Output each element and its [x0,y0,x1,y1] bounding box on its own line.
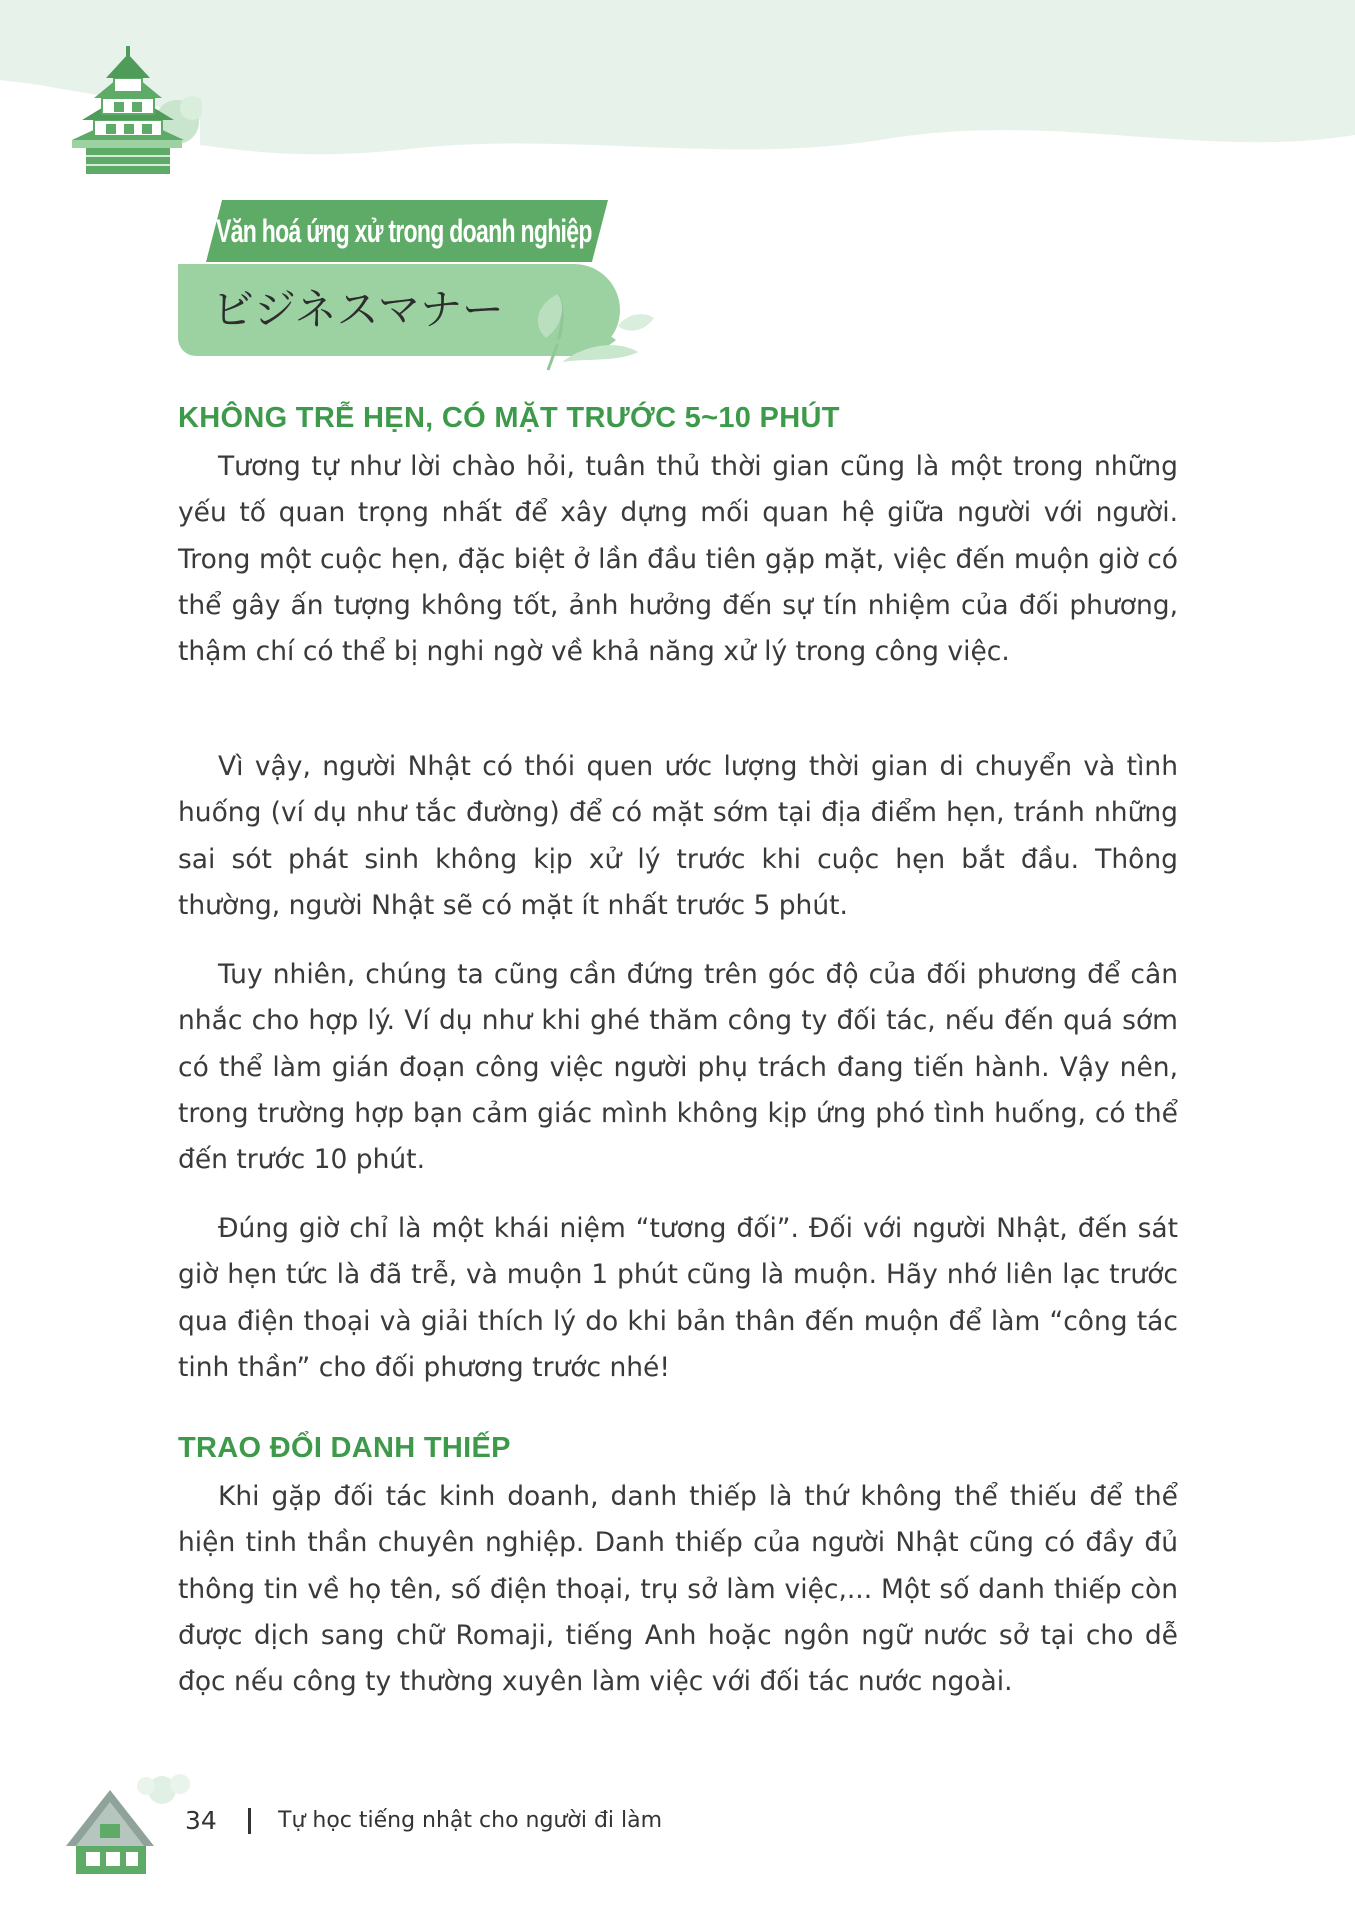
footer-book-title: Tự học tiếng nhật cho người đi làm [278,1808,663,1833]
footer-separator [248,1808,251,1834]
castle-icon [52,40,202,180]
paragraph: Đúng giờ chỉ là một khái niệm “tương đối”. Đối với người Nhật, đến sát giờ hẹn tức là đã trễ, và muộn 1 phút cũng là muộn. Hãy nhớ liên lạc trước qua điện thoại và giải thích lý do khi bản thân đến muộn để làm “công tác tinh thần” cho đối phương trước nhé! [178,1213,1178,1383]
page-number: 34 [185,1806,217,1835]
leaf-icon [528,282,658,374]
paragraph: Vì vậy, người Nhật có thói quen ước lượng thời gian di chuyển và tình huống (ví dụ như tắc đường) để có mặt sớm tại địa điểm hẹn, tránh những sai sót phát sinh không kịp xử lý trước khi cuộc hẹn bắt đầu. Thông thường, người Nhật sẽ có mặt ít nhất trước 5 phút. [178,751,1178,921]
section-heading-punctuality: KHÔNG TRỄ HẸN, CÓ MẶT TRƯỚC 5~10 PHÚT [178,402,840,434]
top-wave-decoration [0,0,1355,170]
paragraph: Tương tự như lời chào hỏi, tuân thủ thời gian cũng là một trong những yếu tố quan trọng nhất để xây dựng mối quan hệ giữa người với người. Trong một cuộc hẹn, đặc biệt ở lần đầu tiên gặp mặt, việc đến muộn giờ có thể gây ấn tượng không tốt, ảnh hưởng đến sự tín nhiệm của đối phương, thậm chí có thể bị nghi ngờ về khả năng xử lý trong công việc. [178,451,1178,668]
paragraph: Tuy nhiên, chúng ta cũng cần đứng trên góc độ của đối phương để cân nhắc cho hợp lý. Ví dụ như khi ghé thăm công ty đối tác, nếu đến quá sớm có thể làm gián đoạn công việc người phụ trách đang tiến hành. Vậy nên, trong trường hợp bạn cảm giác mình không kịp ứng phó tình huống, có thể đến trước 10 phút. [178,959,1178,1176]
paragraph: Khi gặp đối tác kinh doanh, danh thiếp là thứ không thể thiếu để thể hiện tinh thần chuyên nghiệp. Danh thiếp của người Nhật cũng có đầy đủ thông tin về họ tên, số điện thoại, trụ sở làm việc,... Một số danh thiếp còn được dịch sang chữ Romaji, tiếng Anh hoặc ngôn ngữ nước sở tại cho dễ đọc nếu công ty thường xuyên làm việc với đối tác nước ngoài. [178,1481,1178,1698]
section-heading-business-cards: TRAO ĐỔI DANH THIẾP [178,1432,511,1464]
section-title-japanese: ビジネスマナー [212,285,504,334]
section-title-vietnamese: Văn hoá ứng xử trong doanh nghiệp [216,213,592,249]
